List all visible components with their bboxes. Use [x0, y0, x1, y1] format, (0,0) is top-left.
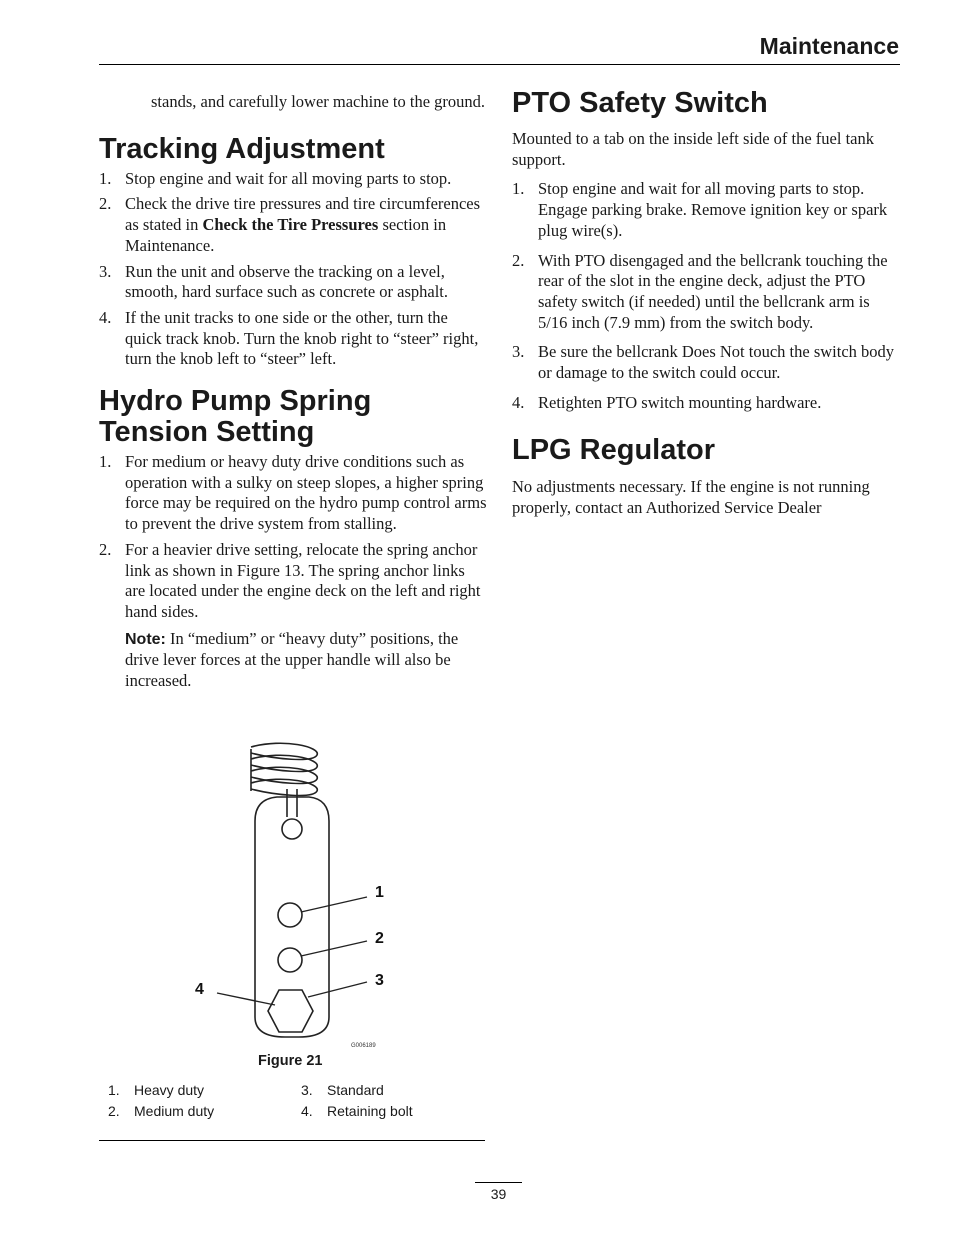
note	[99, 629, 487, 692]
hydro-pump-heading: Hydro Pump Spring Tension Setting	[99, 385, 372, 449]
callout-1: 1	[375, 884, 384, 901]
spring-hook	[287, 789, 297, 817]
figure-caption: Figure 21	[258, 1053, 323, 1069]
list-item: 1. Stop engine and wait for all moving parts to stop.	[99, 168, 452, 188]
callout-leader-3	[308, 982, 367, 997]
legend-item: 1. Heavy duty	[108, 1082, 205, 1098]
retaining-bolt-icon	[268, 990, 313, 1032]
list-item: 2. For a heavier drive setting, relocate the spring anchor link as shown in Figure 13. The spring anchor links are located under the engine deck on the left and right hand sides.	[99, 539, 481, 621]
spring-anchor-figure	[99, 735, 487, 1065]
bold-reference: Check the Tire Pressures	[202, 215, 379, 235]
callout-leader-1	[301, 897, 367, 912]
right-column	[512, 88, 902, 519]
figure-code: G006189	[351, 1043, 376, 1049]
list-item: 1. Stop engine and wait for all moving parts to stop. Engage parking brake. Remove ignition key or spark plug wire(s).	[512, 179, 888, 240]
callout-3: 3	[375, 972, 384, 989]
section-title: Maintenance	[759, 33, 899, 59]
top-hole	[282, 819, 302, 839]
hydro-steps	[99, 452, 487, 623]
list-item: 2. With PTO disengaged and the bellcrank touching the rear of the slot in the engine deck, adjust the PTO safety switch (if needed) until the bellcrank arm is 5/16 inch (7.9 mm) from the switch body.	[512, 250, 888, 332]
list-item: 4. Retighten PTO switch mounting hardware.	[512, 392, 822, 412]
list-item: 4. If the unit tracks to one side or the other, turn the quick track knob. Turn the knob right to “steer” right, turn the knob left to “steer” left.	[99, 307, 479, 369]
anchor-link-plate	[255, 797, 329, 1037]
tracking-steps	[99, 169, 487, 370]
callout-4: 4	[195, 981, 204, 998]
callout-leader-4	[217, 993, 275, 1005]
note-label: Note:	[125, 630, 166, 648]
list-item: 1. For medium or heavy duty drive conditions such as operation with a sulky on steep slopes, a higher spring force may be required on the hydro pump control arms to prevent the drive system from stalling.	[99, 452, 487, 534]
lpg-regulator-heading: LPG Regulator	[512, 434, 716, 467]
list-item: 3. Be sure the bellcrank Does Not touch the switch body or damage to the switch could occur.	[512, 342, 895, 383]
legend-item: 4. Retaining bolt	[301, 1103, 413, 1119]
list-item: 2. Check the drive tire pressures and tire circumferences as stated in Check the Tire Pressures section in Maintenance.	[99, 194, 481, 255]
note-text: In “medium” or “heavy duty” positions, the drive lever forces at the upper handle will also be increased.	[125, 628, 459, 691]
medium-duty-hole	[278, 948, 302, 972]
page-number-rule	[475, 1182, 522, 1183]
left-column	[99, 92, 487, 692]
lpg-text: No adjustments necessary. If the engine is not running properly, contact an Authorized Service Dealer	[512, 477, 870, 518]
callout-leader-2	[301, 941, 367, 956]
legend-item: 2. Medium duty	[108, 1103, 215, 1119]
pto-safety-switch-heading: PTO Safety Switch	[512, 87, 768, 119]
heavy-duty-hole	[278, 903, 302, 927]
list-item: 3. Run the unit and observe the tracking on a level, smooth, hard surface such as concrete or asphalt.	[99, 261, 449, 302]
legend-item: 3. Standard	[301, 1082, 384, 1098]
spring-coil	[251, 779, 317, 795]
intro-text: stands, and carefully lower machine to the ground.	[151, 92, 486, 111]
callout-2: 2	[375, 930, 384, 947]
figure-bottom-rule	[99, 1140, 485, 1141]
pto-steps	[512, 179, 902, 413]
tracking-adjustment-heading: Tracking Adjustment	[99, 132, 385, 165]
pto-intro: Mounted to a tab on the inside left side of the fuel tank support.	[512, 129, 874, 169]
header-rule	[99, 64, 900, 65]
page-number: 39	[490, 1186, 507, 1202]
